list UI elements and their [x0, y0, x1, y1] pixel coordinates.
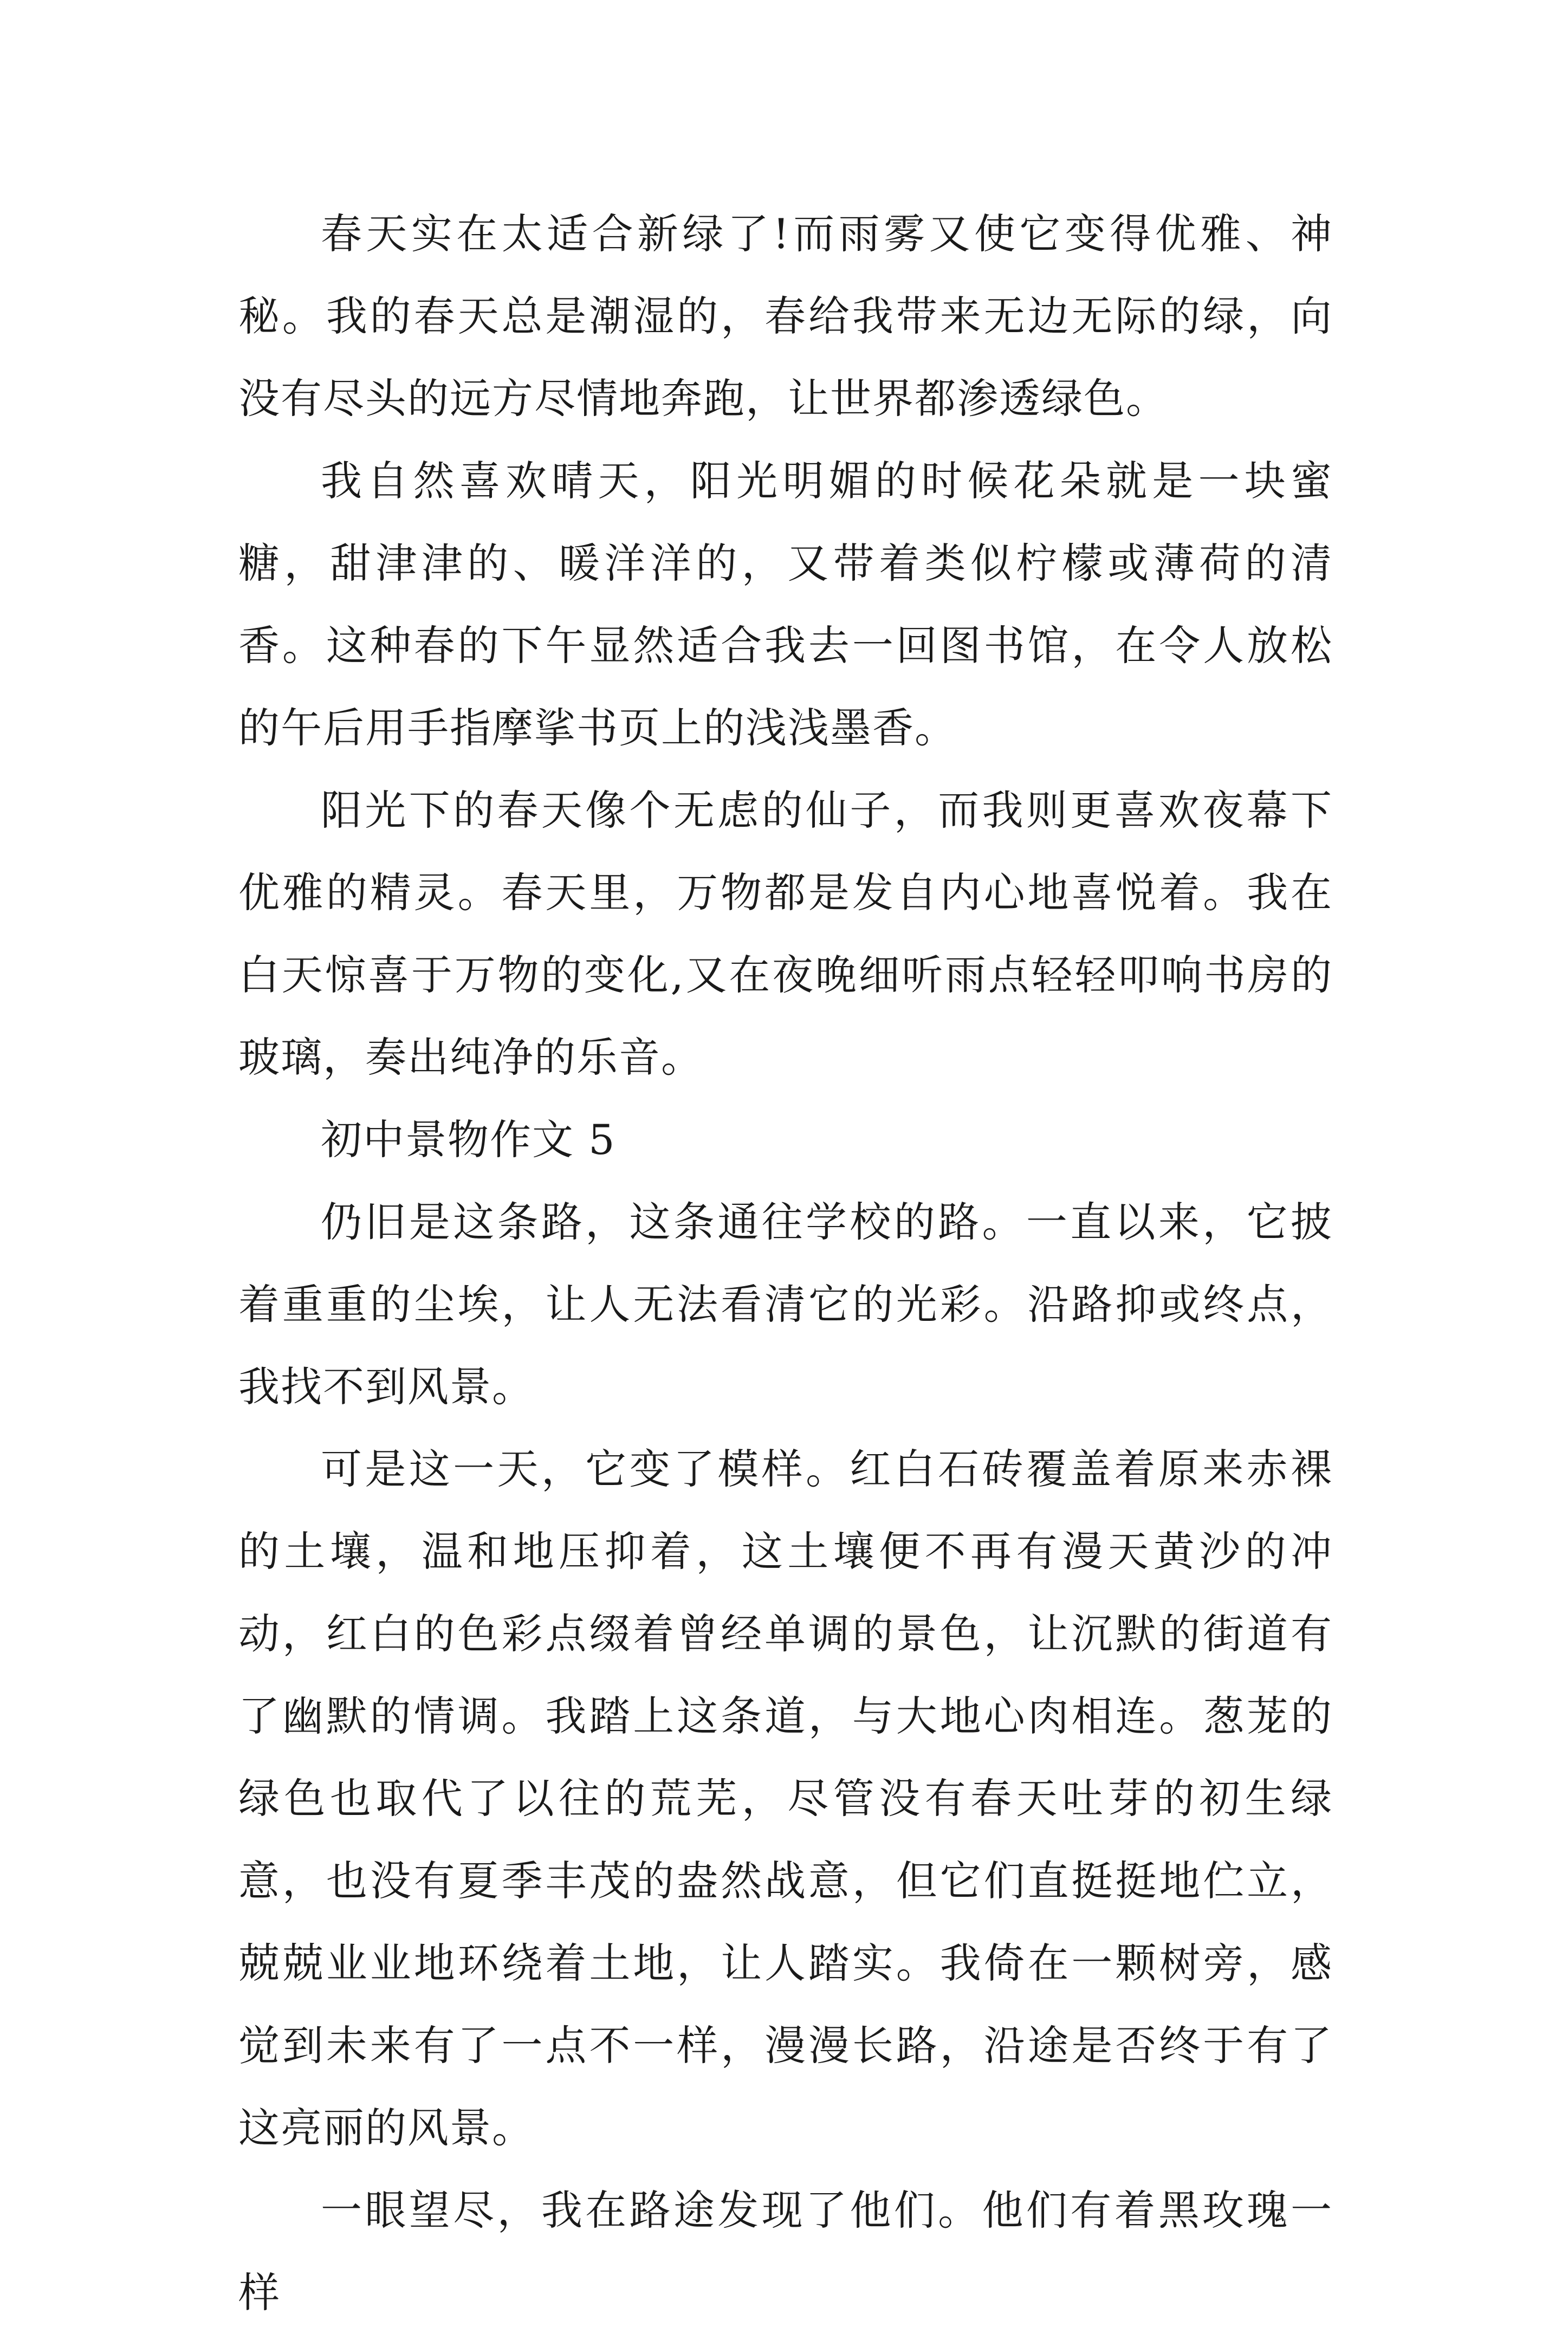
paragraph-6: 一眼望尽，我在路途发现了他们。他们有着黑玫瑰一样 [238, 2186, 1333, 2317]
document-body [238, 193, 1333, 2334]
paragraph-4: 仍旧是这条路，这条通往学校的路。一直以来，它披着重重的尘埃，让人无法看清它的光彩。沿路抑或终点，我找不到风景。 [238, 1198, 1333, 1411]
section-heading: 初中景物作文 5 [321, 1116, 616, 1164]
paragraph-1: 春天实在太适合新绿了!而雨雾又使它变得优雅、神秘。我的春天总是潮湿的，春给我带来无边无际的绿，向没有尽头的远方尽情地奔跑，让世界都渗透绿色。 [238, 210, 1333, 423]
paragraph-2: 我自然喜欢晴天，阳光明媚的时候花朵就是一块蜜糖，甜津津的、暖洋洋的，又带着类似柠檬或薄荷的清香。这种春的下午显然适合我去一回图书馆，在令人放松的午后用手指摩挲书页上的浅浅墨香。 [238, 457, 1333, 752]
paragraph-5: 可是这一天，它变了模样。红白石砖覆盖着原来赤裸的土壤，温和地压抑着，这土壤便不再有漫天黄沙的冲动，红白的色彩点缀着曾经单调的景色，让沉默的街道有了幽默的情调。我踏上这条道，与大地心肉相连。葱茏的绿色也取代了以往的荒芜，尽管没有春天吐芽的初生绿意，也没有夏季丰茂的盎然战意，但它们直挺挺地伫立，兢兢业业地环绕着土地，让人踏实。我倚在一颗树旁，感觉到未来有了一点不一样，漫漫长路，沿途是否终于有了这亮丽的风景。 [238, 1445, 1333, 2152]
paragraph-3: 阳光下的春天像个无虑的仙子，而我则更喜欢夜幕下优雅的精灵。春天里，万物都是发自内心地喜悦着。我在白天惊喜于万物的变化,又在夜晚细听雨点轻轻叩响书房的玻璃，奏出纯净的乐音。 [238, 786, 1333, 1081]
